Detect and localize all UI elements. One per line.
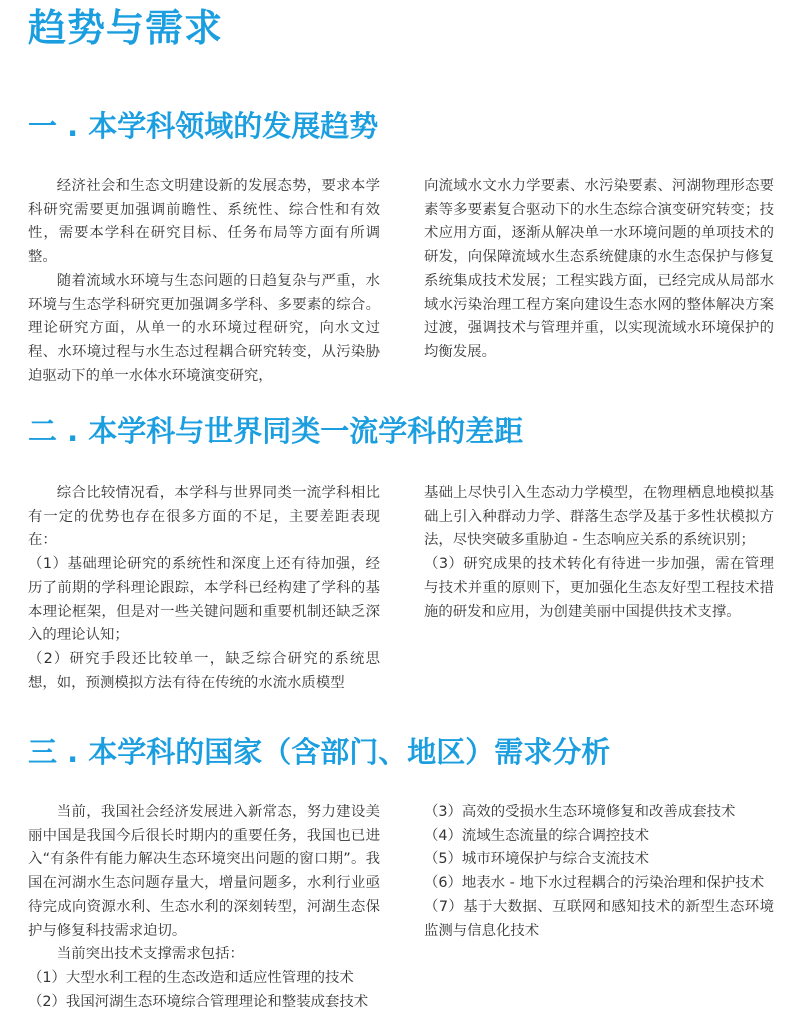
list-item: （2）研究手段还比较单一，缺乏综合研究的系统思想，如，预测模拟方法有待在传统的水流水质模型 (28, 650, 380, 691)
paragraph: 经济社会和生态文明建设新的发展态势，要求本学科研究需要更加强调前瞻性、系统性、综合性和有效性，需要本学科在研究目标、任务布局等方面有所调整。 (28, 178, 380, 266)
section-heading-demand: 三 . 本学科的国家（含部门、地区）需求分析 (28, 735, 611, 769)
page-title: 趋势与需求 (28, 6, 224, 50)
list-item: （3）高效的受损水生态环境修复和改善成套技术 (424, 804, 736, 820)
paragraph: 综合比较情况看，本学科与世界同类一流学科相比有一定的优势也存在很多方面的不足，主要差距表现在： (28, 485, 380, 549)
section-3-right-column (424, 801, 774, 943)
paragraph: 当前突出技术支撑需求包括： (56, 946, 244, 963)
list-item: （5）城市环境保护与综合支流技术 (424, 851, 650, 868)
paragraph: 向流域水文水力学要素、水污染要素、河湖物理形态要素等多要素复合驱动下的水生态综合演变研究转变；技术应用方面，逐渐从解决单一水环境问题的单项技术的研发，向保障流域水生态系统健康的水生态保护与修复系统集成技术发展；工程实践方面，已经完成从局部水域水污染治理工程方案向建设生态水网的整体解决方案过渡，强调技术与管理并重，以实现流域水环境保护的均衡发展。 (424, 178, 774, 360)
list-item: （7）基于大数据、互联网和感知技术的新型生态环境监测与信息化技术 (424, 898, 774, 939)
section-1-left-column (28, 175, 380, 388)
section-heading-trends: 一 . 本学科领域的发展趋势 (28, 109, 379, 143)
section-heading-gap: 二 . 本学科与世界同类一流学科的差距 (28, 414, 524, 448)
paragraph: 基础上尽快引入生态动力学模型，在物理栖息地模拟基础上引入种群动力学、群落生态学及基于多性状模拟方法，尽快突破多重胁迫 - 生态响应关系的系统识别； (424, 485, 774, 549)
list-item: （3）研究成果的技术转化有待进一步加强，需在管理与技术并重的原则下，更加强化生态友好型工程技术措施的研发和应用，为创建美丽中国提供技术支撑。 (424, 556, 774, 620)
list-item: （1）大型水利工程的生态改造和适应性管理的技术 (28, 969, 354, 986)
paragraph: 随着流域水环境与生态问题的日趋复杂与严重，水环境与生态学科研究更加强调多学科、多要素的综合。理论研究方面，从单一的水环境过程研究，向水文过程、水环境过程与水生态过程耦合研究转变，从污染胁迫驱动下的单一水体水环境演变研究， (28, 272, 380, 384)
list-item: （6）地表水 - 地下水过程耦合的污染治理和保护技术 (424, 875, 765, 892)
section-1-right-column (424, 175, 774, 365)
list-item: （4）流域生态流量的综合调控技术 (424, 827, 650, 844)
paragraph: 当前，我国社会经济发展进入新常态，努力建设美丽中国是我国今后很长时期内的重要任务，我国也已进入“有条件有能力解决生态环境突出问题的窗口期”。我国在河湖水生态问题存量大，增量问题多，水利行业亟待完成向资源水利、生态水利的深刻转型，河湖生态保护与修复科技需求迫切。 (28, 804, 380, 939)
section-2-left-column (28, 482, 380, 695)
list-item: （2）我国河湖生态环境综合管理理论和整装成套技术 (28, 993, 369, 1010)
section-3-left-column (28, 801, 380, 1014)
list-item: （1）基础理论研究的系统性和深度上还有待加强，经历了前期的学科理论跟踪，本学科已经构建了学科的基本理论框架，但是对一些关键问题和重要机制还缺乏深入的理论认知； (28, 556, 380, 644)
section-2-right-column (424, 482, 774, 624)
